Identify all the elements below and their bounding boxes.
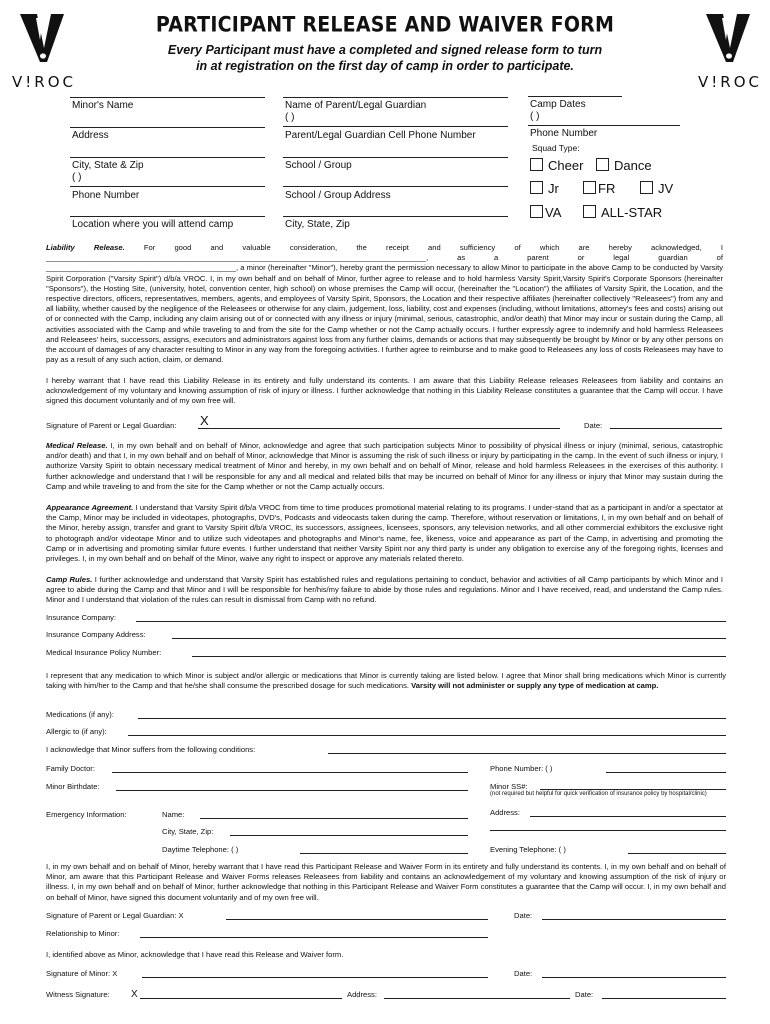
daytime-phone-field[interactable] — [300, 853, 468, 854]
final-date3-label: Date: — [575, 990, 594, 999]
medication-statement: I represent that any medication to which Minor is subject and/or allergic or medications that Minor is currently taking are listed below. I agree that Minor shall bring medications which Minor is currently taking with him/her to the Camp and that he/she shall consume the prescribed dosage for such medications. Varsity will not administer or supply any type of medication at camp. — [46, 671, 726, 691]
minors-name-field[interactable] — [70, 127, 265, 128]
location-field[interactable] — [70, 216, 265, 217]
appearance-agreement: Appearance Agreement. I understand that Varsity Spirit d/b/a VROC from time to time produces promotional material relating to its programs. I under-stand that as a participant in and/or a spectator at the Camp, Minor may be included in videotapes, photographs, DVD's, Podcasts and videocasts taken during the camp. Therefore, without reservation or limitations, I, in my own behalf and on behalf of the Minor, hereby assign, transfer and grant to Varsity Spirit d/b/a VROC, its successors, assignees, licensees, sponsors, any television networks, and all other commercial exhibitors the exclusive right to photograph and/or videotape Minor and to utilize such videotapes and photographs and Minor's name, fee, likeness, voice and appearance as part of the Camp, in advertising and promoting the Camp or in advertising and promoting similar future events. I further understand that neither Varsity Spirit nor any third party is under any obligation to exercise any of the foregoing rights, licenses and privileges. I, in my own behalf and on behalf of the Minor, waive any right to inspect or approve any materials related thereto. — [46, 503, 723, 564]
guardian-name-label: Name of Parent/Legal Guardian — [285, 100, 427, 111]
squad-cheer[interactable]: Cheer — [530, 158, 583, 173]
insurance-address-label: Insurance Company Address: — [46, 630, 146, 639]
va-checkbox[interactable] — [530, 205, 543, 218]
emergency-city-label: City, State, Zip: — [162, 827, 214, 836]
liability-sig-label: Signature of Parent or Legal Guardian: — [46, 421, 177, 430]
city-state-zip2-label: City, State, Zip — [285, 219, 350, 230]
squad-jr[interactable]: Jr — [530, 181, 559, 196]
school-address-label: School / Group Address — [285, 190, 391, 201]
witness-address-field[interactable] — [384, 998, 570, 999]
final-warrant: I, in my own behalf and on behalf of Minor, hereby warrant that I have read this Participant Release and Waiver Form in its entirety and fully understand its contents. I, in my own behalf and on behalf of Minor, am aware that this Participant Release and Waiver Forms releases Releasees from liability and contains an acknowledgement of my voluntary and knowing assumption of the risk of injury or illness. I, in my own behalf and on behalf of Minor, further acknowledge that nothing in this Participant Release and Waiver Form constitutes a guarantee that the Camp will occur. I, in my own behalf and on behalf of Minor, have signed this document voluntarily and of my own free will. — [46, 862, 726, 902]
camp-rules: Camp Rules. I further acknowledge and understand that Varsity Spirit has established rules and regulations pertaining to conduct, behavior and activities of all Camp participants by which Minor and I agree to abide during the Camp and that Minor and I will be responsible for her/his/my failure to abide by those rules and regulations. Minor and I have received, read, and understand the Camp rules. Minor and I understand that violation of the rules can result in dismissal from Camp with no refund. — [46, 575, 723, 605]
daytime-phone-label: Daytime Telephone: ( ) — [162, 845, 239, 854]
guardian-paren: ( ) — [285, 112, 295, 123]
allergic-label: Allergic to (if any): — [46, 727, 107, 736]
minor-birthdate-field[interactable] — [116, 790, 468, 791]
squad-jv[interactable]: JV — [640, 181, 673, 196]
minor-ss-label: Minor SS#: — [490, 782, 528, 791]
squad-allstar[interactable]: ALL-STAR — [583, 205, 662, 220]
phone-field[interactable] — [70, 186, 265, 187]
liability-sig-x: X — [200, 413, 209, 428]
final-date3-field[interactable] — [602, 998, 726, 999]
cheer-checkbox[interactable] — [530, 158, 543, 171]
witness-sig-label: Witness Signature: — [46, 990, 110, 999]
school-group-field[interactable] — [283, 157, 508, 158]
liability-warrant: I hereby warrant that I have read this Liability Release in its entirety and fully understand its contents. I am aware that this Liability Release releases Releasees from liability and contains an acknowledgement of my voluntary and knowing assumption of risk of injury or illness. I further acknowledge that nothing in this Liability Release constitutes a guarantee that the Camp will occur. I have signed this document voluntarily and of my own free will. — [46, 376, 723, 406]
family-doctor-label: Family Doctor: — [46, 764, 95, 773]
school-address-field[interactable] — [283, 186, 508, 187]
witness-signature-field[interactable] — [140, 998, 342, 999]
squad-fr[interactable]: FR — [583, 181, 615, 196]
camp-phone-field[interactable] — [528, 125, 680, 126]
policy-number-label: Medical Insurance Policy Number: — [46, 648, 162, 657]
phone-number-label: Phone Number — [72, 190, 140, 201]
minor-ss-field[interactable] — [540, 789, 726, 790]
camp-phone-label: Phone Number — [530, 128, 598, 139]
final-date2-label: Date: — [514, 969, 533, 978]
relationship-field[interactable] — [140, 937, 488, 938]
page-title: PARTICIPANT RELEASE AND WAIVER FORM — [155, 12, 615, 38]
insurance-address-field[interactable] — [172, 638, 726, 639]
doctor-phone-field[interactable] — [606, 772, 726, 773]
doctor-phone-label: Phone Number: ( ) — [490, 764, 553, 773]
insurance-company-label: Insurance Company: — [46, 613, 117, 622]
squad-type-label: Squad Type: — [532, 143, 580, 153]
conditions-field[interactable] — [328, 753, 726, 754]
conditions-label: I acknowledge that Minor suffers from the following conditions: — [46, 745, 256, 754]
liability-signature-field[interactable] — [198, 428, 560, 429]
logo-wordmark: V!ROC — [698, 73, 762, 91]
final-guardian-signature-field[interactable] — [226, 919, 488, 920]
guardian-cell-label: Parent/Legal Guardian Cell Phone Number — [285, 130, 476, 141]
family-doctor-field[interactable] — [112, 772, 468, 773]
emergency-address-field[interactable] — [530, 816, 726, 817]
emergency-info-label: Emergency Information: — [46, 810, 127, 819]
witness-address-label: Address: — [347, 990, 377, 999]
ss-note: (not required but helpful for quick verification of insurance policy by hospital/clinic) — [490, 791, 707, 797]
emergency-city-field[interactable] — [230, 835, 468, 836]
emergency-name-field[interactable] — [200, 818, 468, 819]
minor-ack-text: I, identified above as Minor, acknowledge that I have read this Release and Waiver form. — [46, 950, 344, 959]
witness-sig-x: X — [131, 989, 138, 1000]
evening-phone-field[interactable] — [628, 853, 726, 854]
final-guardian-sig-label: Signature of Parent or Legal Guardian: X — [46, 911, 184, 920]
final-date1-label: Date: — [514, 911, 533, 920]
city-state-zip-label: City, State & Zip — [72, 160, 144, 171]
minor-birthdate-label: Minor Birthdate: — [46, 782, 100, 791]
minor-signature-field[interactable] — [142, 977, 488, 978]
phone-paren: ( ) — [72, 172, 82, 183]
relationship-label: Relationship to Minor: — [46, 929, 120, 938]
final-date1-field[interactable] — [542, 919, 726, 920]
medical-release: Medical Release. I, in my own behalf and on behalf of Minor, acknowledge and agree that such participation subjects Minor to possibility of physical illness or injury (minimal, serious, catastrophic and/or death) and that I, in my own behalf and on behalf of Minor, acknowledge that Minor is assuming the risk of such illness or injury by participating in the camp. In the event of such illness or injury, I authorize Varsity Spirit to obtain necessary medical treatment of Minor and hereby, in my own behalf and on behalf of Minor, release and hold harmless Releasees in the exercises of this authority. I further acknowledge and understand that I will be responsible for any and all medical and related bills that may be incurred on behalf of Minor for any illness or injury that Minor may sustain during the Camp and while traveling to and from the site for the Camp whether or not the Camp actually occurs. — [46, 441, 723, 491]
jv-checkbox[interactable] — [640, 181, 653, 194]
location-label: Location where you will attend camp — [72, 219, 234, 230]
city-state-zip-field[interactable] — [283, 216, 508, 217]
evening-phone-label: Evening Telephone: ( ) — [490, 845, 566, 854]
allergic-field[interactable] — [128, 735, 726, 736]
minors-name-label: Minor's Name — [72, 100, 134, 111]
camp-paren: ( ) — [530, 111, 540, 122]
squad-dance[interactable]: Dance — [596, 158, 652, 173]
emergency-address-field-2[interactable] — [490, 830, 726, 831]
emergency-address-label: Address: — [490, 808, 520, 817]
camp-dates-label: Camp Dates — [530, 99, 586, 110]
minor-sig-label: Signature of Minor: X — [46, 969, 118, 978]
logo-wordmark: V!ROC — [12, 73, 76, 91]
medications-label: Medications (if any): — [46, 710, 114, 719]
liability-date-label: Date: — [584, 421, 603, 430]
jr-checkbox[interactable] — [530, 181, 543, 194]
address-label: Address — [72, 130, 109, 141]
medications-field[interactable] — [138, 718, 726, 719]
policy-number-field[interactable] — [192, 656, 726, 657]
school-group-label: School / Group — [285, 160, 352, 171]
guardian-cell-field[interactable] — [283, 126, 508, 127]
squad-va[interactable]: VA — [530, 205, 561, 220]
final-date2-field[interactable] — [542, 977, 726, 978]
fr-checkbox[interactable] — [583, 181, 596, 194]
allstar-checkbox[interactable] — [583, 205, 596, 218]
liability-release: Liability Release. For good and valuable consideration, the receipt and sufficiency of which are hereby acknowledged, I __________________________________________________________________________________________, as a parent or legal guardian of _____________________________________________, a minor (hereinafter "Minor"), hereby grant the permission necessary to allow Minor to participate in the above Camp to be conducted by Varsity Spirit Corporation ("Varsity Spirit") d/b/a VROC. I, in my own behalf and on behalf of Minor, further agree to release and to hold harmless Varsity Spirit,Varsity Spirit's Corporate Sponsors (hereinafter "Sponsors"), the Hosting Site, (university, hotel, convention center, high school) on whose premises the Camp will occur, (hereinafter the "Location") the affiliates of Varsity Spirit, the Location, and the respective directors, officers, representatives, members, agents, and employees of Varsity Spirit, Sponsors, the Location and their respective affiliates (hereinafter collectively "Releasees") from any and all liability, whether caused by the negligence of the Releasees or otherwise for any claim, judgement, loss, liability, cost and expenses (including, without limitations, attorney's fees and costs) arising out of or connected with the Camp, including any claim arising out of or connected with any illness or injury (minimal, serious, catastrophic, and/or death) that Minor may incur or sustain during the Camp, all activities associated with the Camp and while traveling to and from the site for the Camp whether or not the Camp actually occurs. I further expressly agree to indemnify and hold harmless Releasees and Releasees' heirs, successors, assigns, executors and administrators against loss from any further claims, demands or actions that may subsequently be brought by Minor or by any other persons on the account of damages of any character resulting to Minor in any way from the foregoing activities. I further agree to reimburse and to make good to Releasees any loss of costs Releasees may have to pay as a result of any such action, claim, or demand. — [46, 243, 723, 365]
liability-date-field[interactable] — [610, 428, 722, 429]
dance-checkbox[interactable] — [596, 158, 609, 171]
page-subtitle: Every Participant must have a completed and signed release form to turn in at registration on the first day of camp in order to participate. — [167, 43, 603, 73]
emergency-name-label: Name: — [162, 810, 185, 819]
address-field[interactable] — [70, 157, 265, 158]
insurance-company-field[interactable] — [136, 621, 726, 622]
